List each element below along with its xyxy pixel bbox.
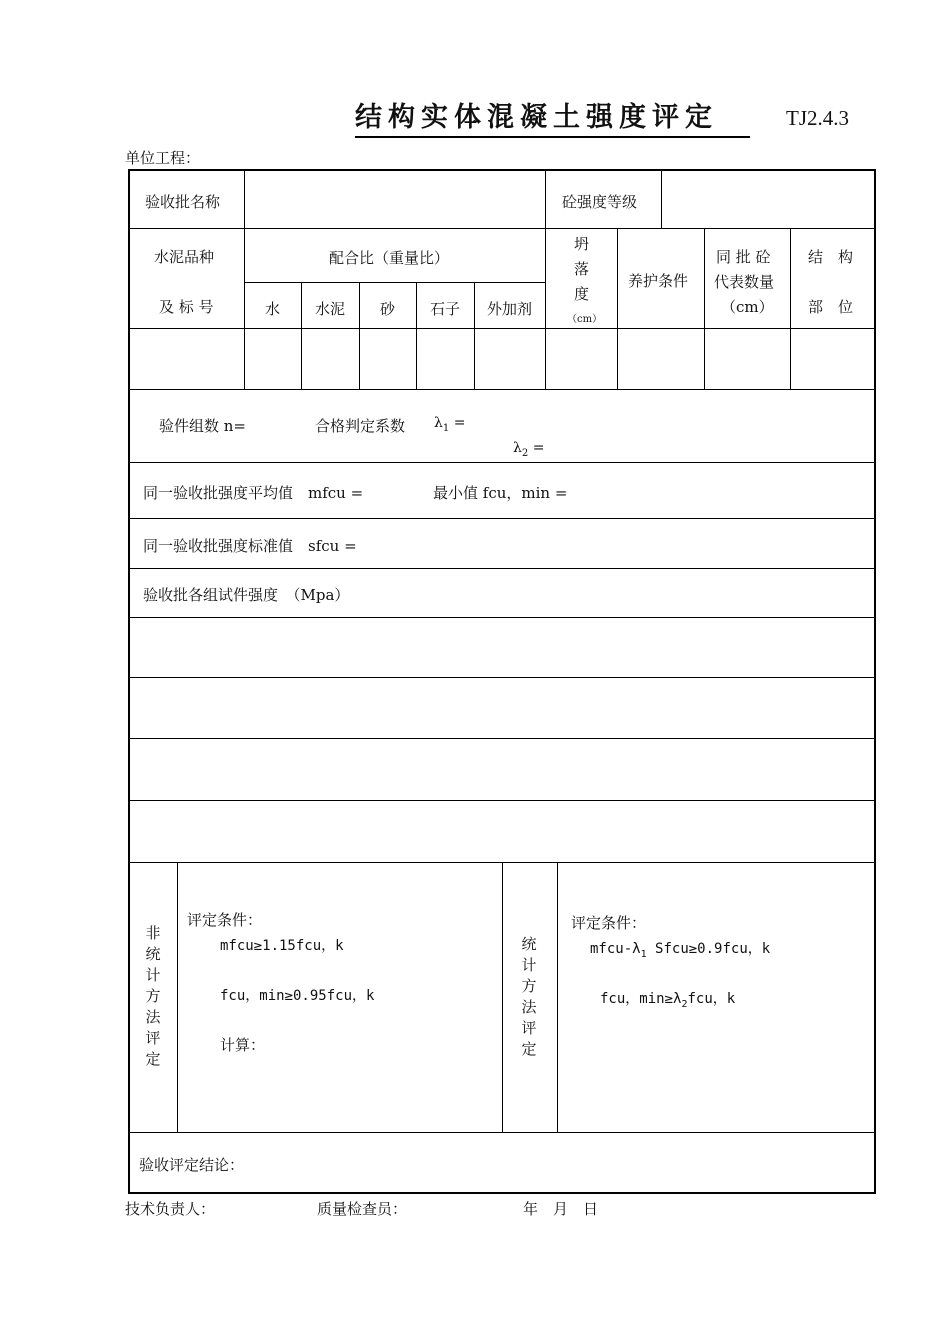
batch-qty-unit: （cm）: [721, 298, 774, 316]
stat-cond-label: 评定条件：: [571, 914, 647, 932]
tech-lead-label: 技术负责人：: [125, 1200, 216, 1218]
batch-qty-label-2: 代表数量: [714, 273, 775, 291]
non-stat-cond-1: mfcu≥1.15fcu，k: [220, 938, 344, 954]
min-strength-label: 最小值 fcu，min =: [433, 484, 568, 502]
non-stat-cond-label: 评定条件：: [187, 911, 263, 929]
slump-unit: （cm）: [567, 314, 603, 325]
conclusion-label: 验收评定结论：: [139, 1156, 245, 1174]
mix-col-admixture: 外加剂: [487, 300, 533, 318]
mix-col-stone: 石子: [430, 300, 461, 318]
lambda1-label: $\lambda_1$ =: [434, 415, 466, 434]
mix-col-cement: 水泥: [315, 300, 346, 318]
evaluation-table: [128, 169, 876, 1194]
std-strength-label: 同一验收批强度标准值 sfcu =: [143, 537, 357, 555]
structure-label: 结 构: [808, 248, 854, 266]
cement-grade-label: 及 标 号: [159, 298, 214, 316]
position-label: 部 位: [808, 298, 854, 316]
group-strength-label: 验收批各组试件强度 （Mpa）: [143, 586, 350, 604]
non-stat-calc-label: 计算：: [220, 1036, 266, 1054]
curing-condition-label: 养护条件: [628, 272, 689, 290]
mix-ratio-label: 配合比（重量比）: [329, 249, 450, 267]
non-stat-method-label: 非统计方法评定: [145, 924, 161, 1068]
slump-char-1: 坍: [574, 235, 590, 253]
cement-type-label: 水泥品种: [154, 248, 215, 266]
quality-inspector-label: 质量检查员：: [317, 1200, 408, 1218]
batch-name-label: 验收批名称: [145, 193, 221, 211]
mix-col-sand: 砂: [380, 300, 396, 318]
batch-qty-label-1: 同 批 砼: [716, 248, 771, 266]
mean-strength-label: 同一验收批强度平均值 mfcu =: [143, 484, 364, 502]
form-code: TJ2.4.3: [786, 106, 849, 130]
date-label: 年 月 日: [523, 1200, 599, 1218]
stat-cond-2: fcu，$\min\ge\lambda_2fcu$，k: [600, 991, 736, 1010]
stat-cond-1: mfcu-$\lambda_1$ Sfcu≥0.9fcu，k: [590, 941, 771, 960]
strength-grade-label: 砼强度等级: [562, 193, 638, 211]
slump-char-3: 度: [574, 285, 590, 303]
mix-col-water: 水: [265, 300, 281, 318]
unit-project-label: 单位工程：: [125, 149, 201, 167]
slump-char-2: 落: [574, 260, 590, 278]
lambda2-label: $\lambda_2$ =: [513, 440, 545, 459]
judgement-factor-label: 合格判定系数: [315, 417, 406, 435]
page-title: 结构实体混凝土强度评定: [355, 100, 750, 138]
group-count-label: 验件组数 n=: [159, 417, 246, 435]
stat-method-label: 统计方法评定: [521, 935, 537, 1058]
non-stat-cond-2: fcu，min≥0.95fcu，k: [220, 988, 375, 1004]
